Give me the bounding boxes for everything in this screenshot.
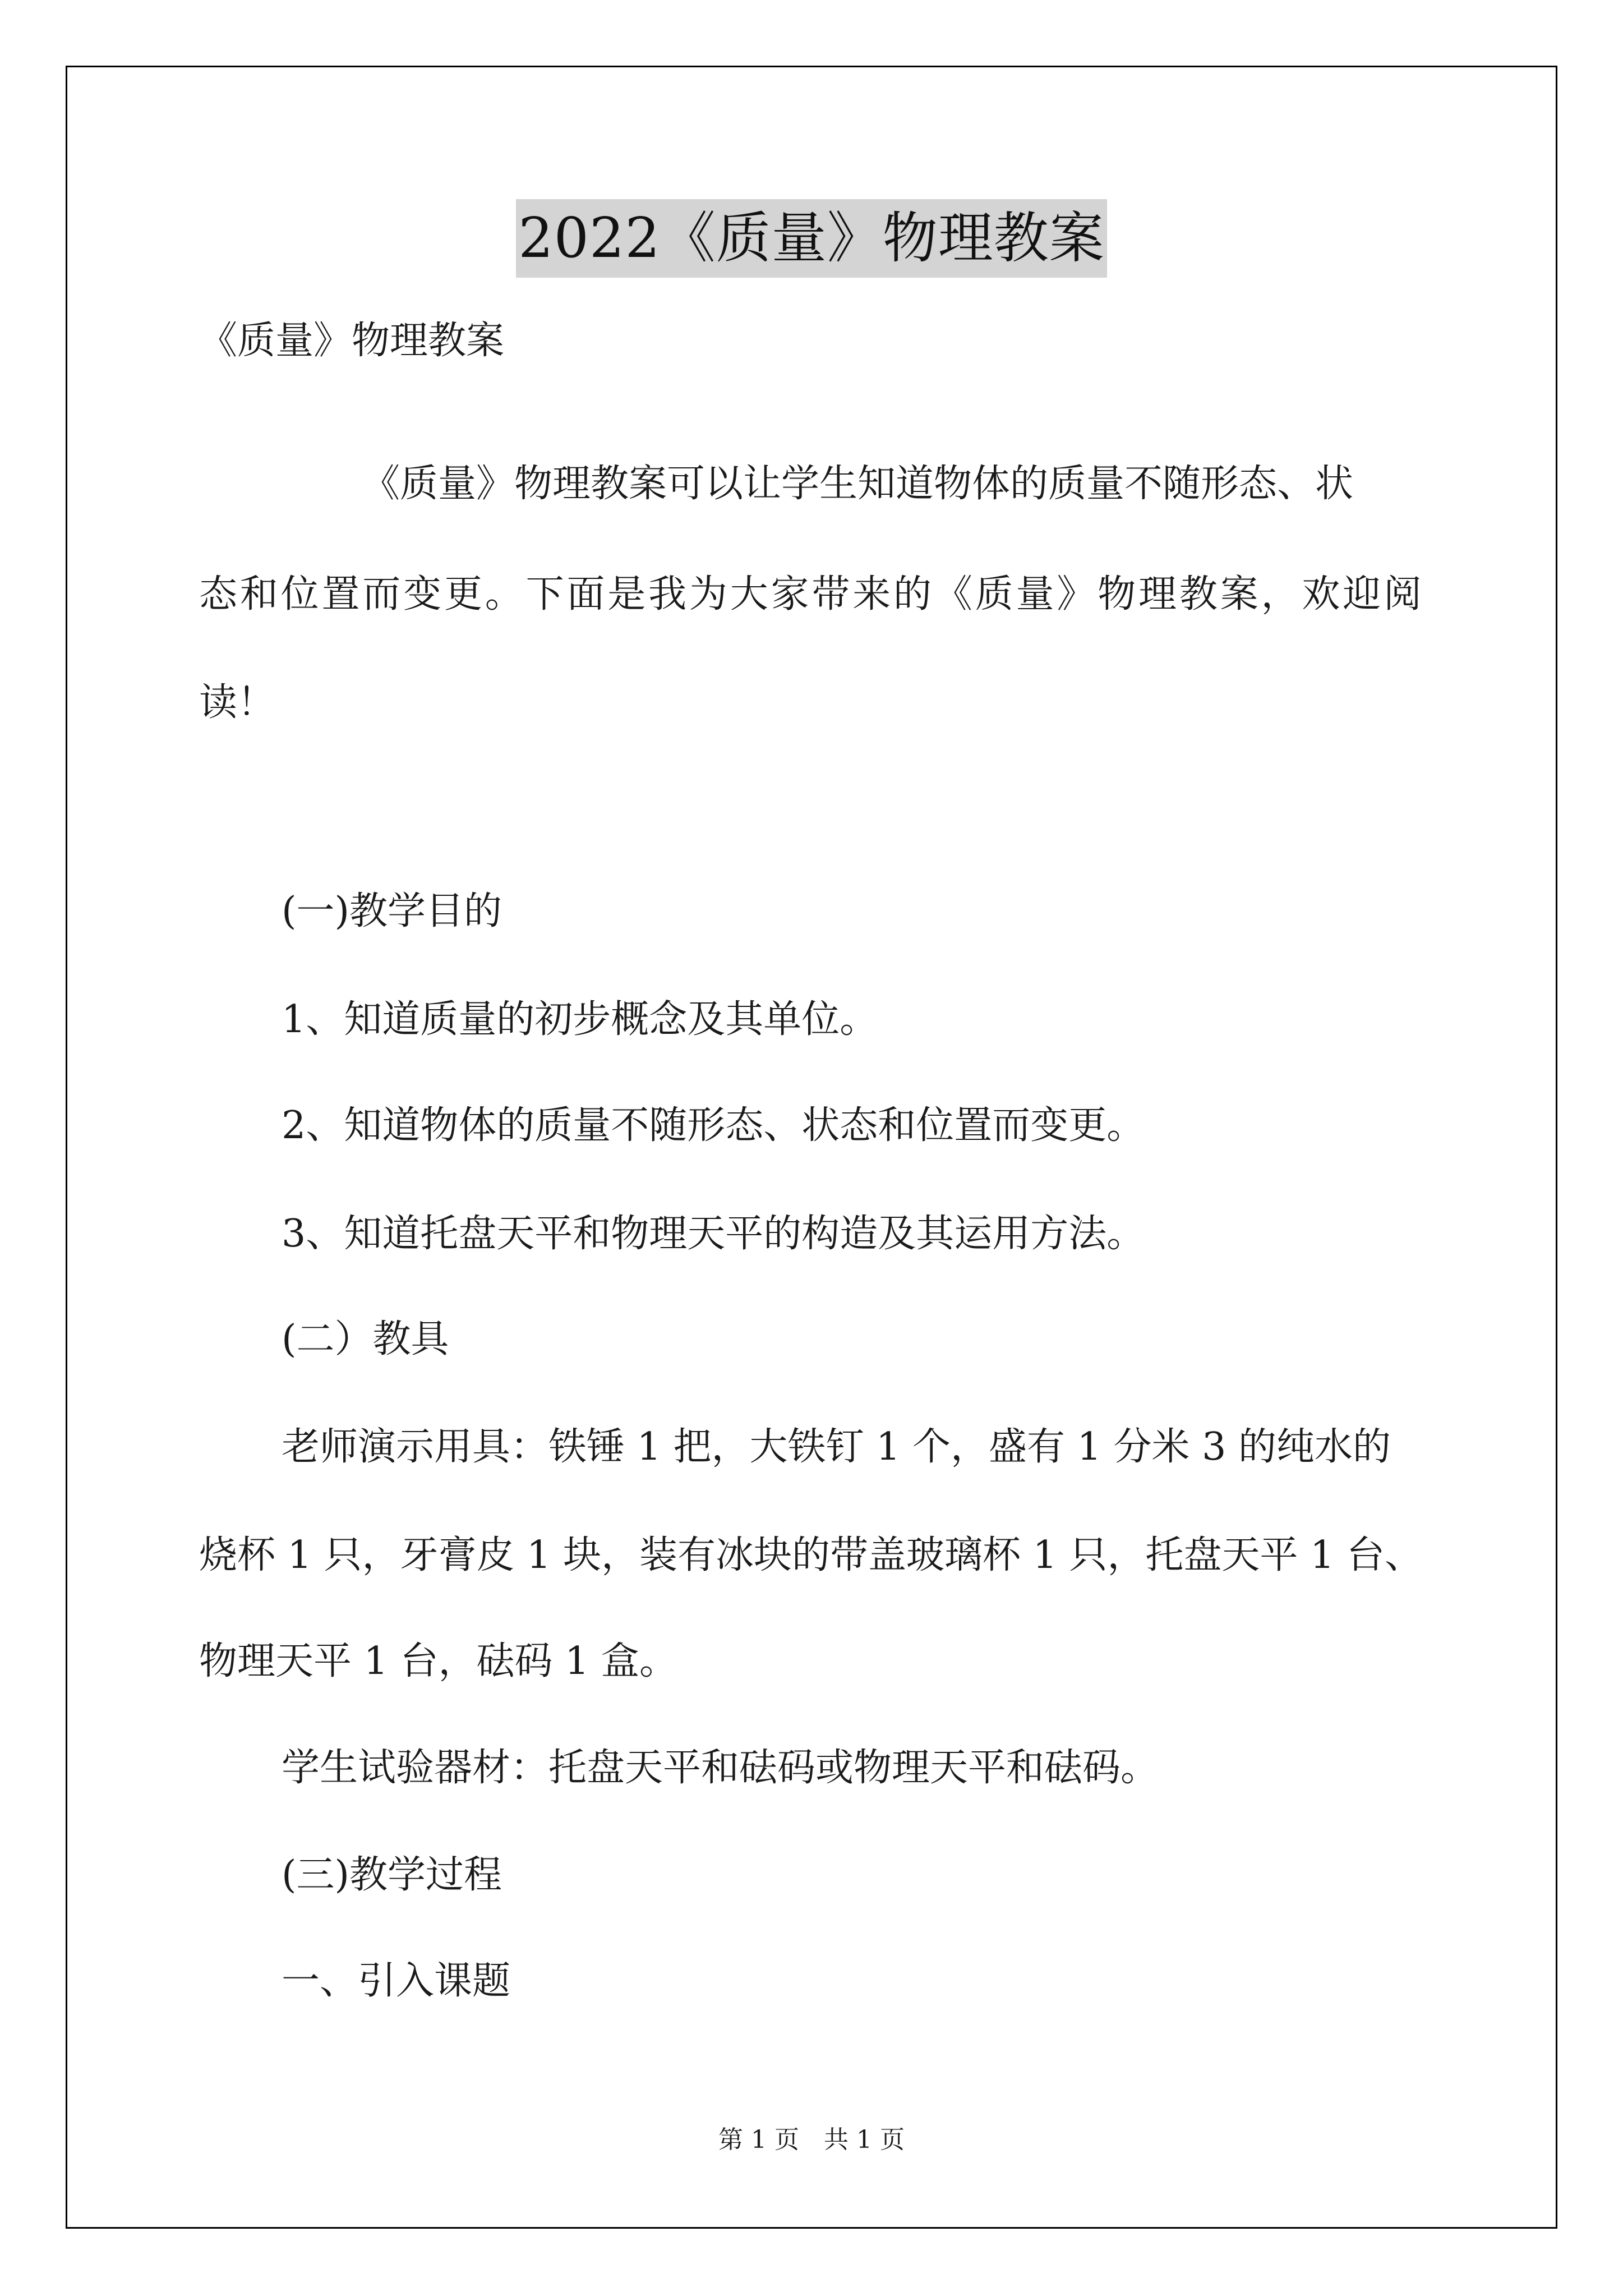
- section-heading-tools: (二）教具: [282, 1317, 449, 1361]
- teacher-tools-line-3: 物理天平 1 台，砝码 1 盒。: [199, 1639, 677, 1683]
- section-heading-process: (三)教学过程: [282, 1853, 502, 1897]
- step-heading-introduction: 一、引入课题: [282, 1959, 511, 2003]
- page-footer: 第 1 页 共 1 页: [718, 2125, 905, 2154]
- objective-item-3: 3、知道托盘天平和物理天平的构造及其运用方法。: [282, 1212, 1145, 1256]
- teacher-tools-line-1: 老师演示用具：铁锤 1 把，大铁钉 1 个，盛有 1 分米 3 的纯水的: [282, 1425, 1391, 1469]
- intro-line-1: 《质量》物理教案可以让学生知道物体的质量不随形态、状: [362, 462, 1354, 506]
- student-tools-line: 学生试验器材：托盘天平和砝码或物理天平和砝码。: [282, 1746, 1159, 1790]
- intro-line-3: 读！: [199, 680, 276, 725]
- intro-line-2: 态和位置而变更。下面是我为大家带来的《质量》物理教案，欢迎阅: [199, 572, 1422, 616]
- document-subtitle: 《质量》物理教案: [199, 319, 505, 363]
- objective-item-1: 1、知道质量的初步概念及其单位。: [282, 997, 878, 1042]
- section-heading-objectives: (一)教学目的: [282, 889, 502, 933]
- teacher-tools-line-2: 烧杯 1 只，牙膏皮 1 块，装有冰块的带盖玻璃杯 1 只，托盘天平 1 台、: [199, 1533, 1423, 1577]
- objective-item-2: 2、知道物体的质量不随形态、状态和位置而变更。: [282, 1103, 1145, 1148]
- document-title: 2022《质量》物理教案: [516, 199, 1106, 278]
- title-container: [0, 199, 1623, 278]
